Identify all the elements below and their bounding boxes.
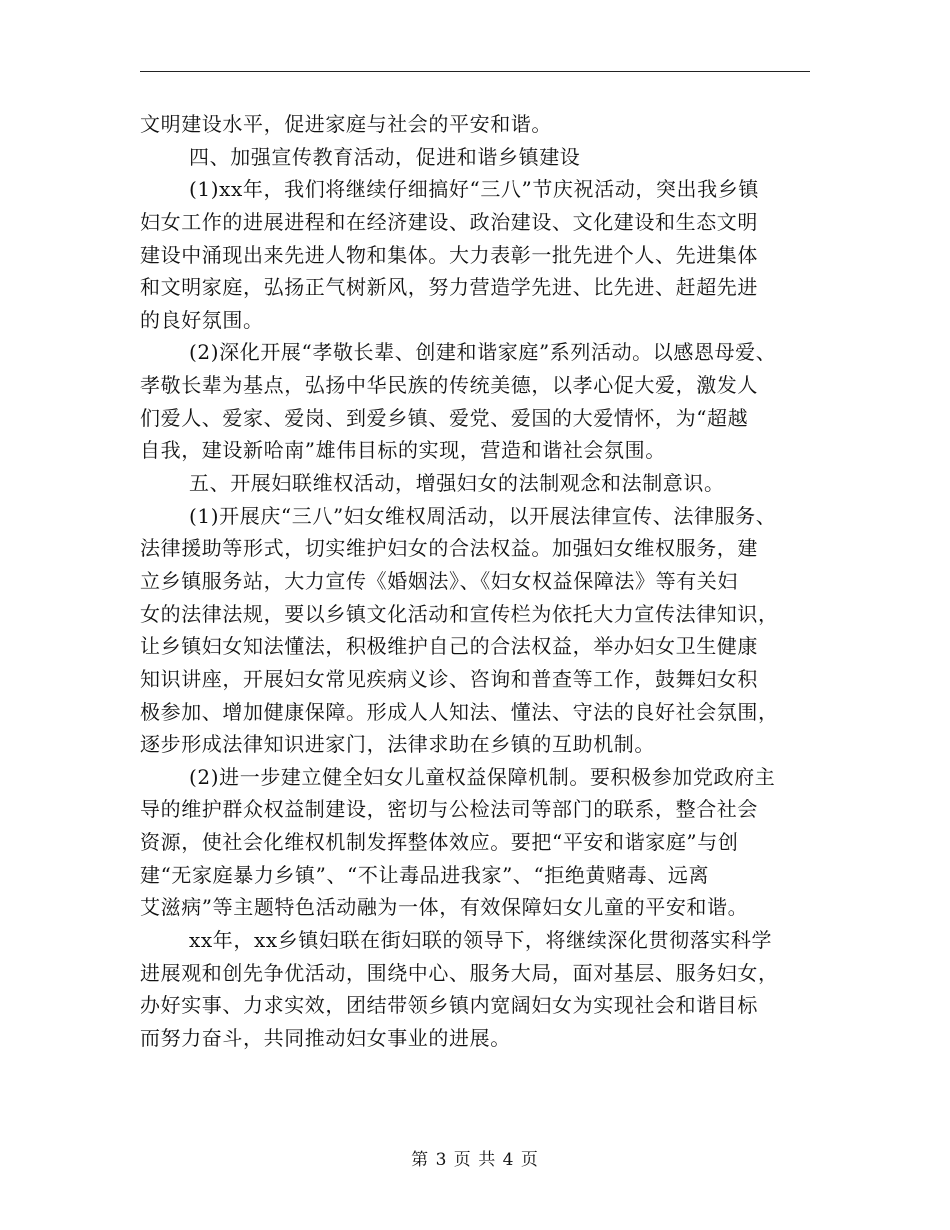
text-line: 自我，建设新哈南”雄伟目标的实现，营造和谐社会氛围。 bbox=[140, 438, 666, 463]
text-line: 女的法律法规，要以乡镇文化活动和宣传栏为依托大力宣传法律知识， bbox=[140, 601, 779, 626]
text-line: 逐步形成法律知识进家门，法律求助在乡镇的互助机制。 bbox=[140, 732, 655, 757]
text-line: 文明建设水平，促进家庭与社会的平安和谐。 bbox=[140, 112, 552, 136]
document-body bbox=[140, 108, 830, 1055]
text-line: 艾滋病”等主题特色活动融为一体，有效保障妇女儿童的平安和谐。 bbox=[140, 895, 749, 920]
text-line: 建“无家庭暴力乡镇”、“不让毒品进我家”、“拒绝黄赌毒、远离 bbox=[140, 862, 710, 887]
text-line: 的良好氛围。 bbox=[140, 307, 264, 332]
text-line: 立乡镇服务站，大力宣传《婚姻法》、《妇女权益保障法》等有关妇 bbox=[140, 568, 738, 593]
text-line: (1)xx年，我们将继续仔细搞好“三八”节庆祝活动，突出我乡镇 bbox=[189, 177, 759, 202]
text-line: (2)进一步建立健全妇女儿童权益保障机制。要积极参加党政府主 bbox=[189, 764, 776, 789]
text-line: 让乡镇妇女知法懂法，积极维护自己的合法权益，举办妇女卫生健康 bbox=[140, 634, 758, 659]
text-line: 妇女工作的进展进程和在经济建设、政治建设、文化建设和生态文明 bbox=[140, 209, 758, 234]
text-line: 法律援助等形式，切实维护妇女的合法权益。加强妇女维权服务，建 bbox=[140, 536, 758, 561]
section-heading: 五、开展妇联维权活动，增强妇女的法制观念和法制意识。 bbox=[189, 471, 725, 496]
text-line: 们爱人、爱家、爱岗、到爱乡镇、爱党、爱国的大爱情怀，为“超越 bbox=[140, 405, 749, 430]
text-line: (2)深化开展“孝敬长辈、创建和谐家庭”系列活动。以感恩母爱、 bbox=[189, 340, 777, 365]
text-line: 资源，使社会化维权机制发挥整体效应。要把“平安和谐家庭”与创 bbox=[140, 830, 739, 855]
header-rule bbox=[140, 71, 810, 72]
section-heading: 四、加强宣传教育活动，促进和谐乡镇建设 bbox=[189, 144, 581, 169]
text-line: 而努力奋斗，共同推动妇女事业的进展。 bbox=[140, 1025, 511, 1050]
text-line: 建设中涌现出来先进人物和集体。大力表彰一批先进个人、先进集体 bbox=[140, 242, 758, 267]
text-line: (1)开展庆“三八”妇女维权周活动，以开展法律宣传、法律服务、 bbox=[189, 503, 777, 528]
text-line: 办好实事、力求实效，团结带领乡镇内宽阔妇女为实现社会和谐目标 bbox=[140, 993, 758, 1018]
text-line: xx年，xx乡镇妇联在街妇联的领导下，将继续深化贯彻落实科学 bbox=[189, 928, 773, 953]
text-line: 和文明家庭，弘扬正气树新风，努力营造学先进、比先进、赶超先进 bbox=[140, 275, 758, 300]
text-line: 极参加、增加健康保障。形成人人知法、懂法、守法的良好社会氛围， bbox=[140, 699, 779, 724]
text-line: 进展观和创先争优活动，围绕中心、服务大局，面对基层、服务妇女， bbox=[140, 960, 779, 985]
text-line: 孝敬长辈为基点，弘扬中华民族的传统美德，以孝心促大爱，激发人 bbox=[140, 373, 758, 398]
text-line: 知识讲座，开展妇女常见疾病义诊、咨询和普查等工作，鼓舞妇女积 bbox=[140, 666, 758, 691]
text-line: 导的维护群众权益制建设，密切与公检法司等部门的联系，整合社会 bbox=[140, 797, 758, 822]
page-number-footer: 第 3 页 共 4 页 bbox=[411, 1150, 539, 1170]
